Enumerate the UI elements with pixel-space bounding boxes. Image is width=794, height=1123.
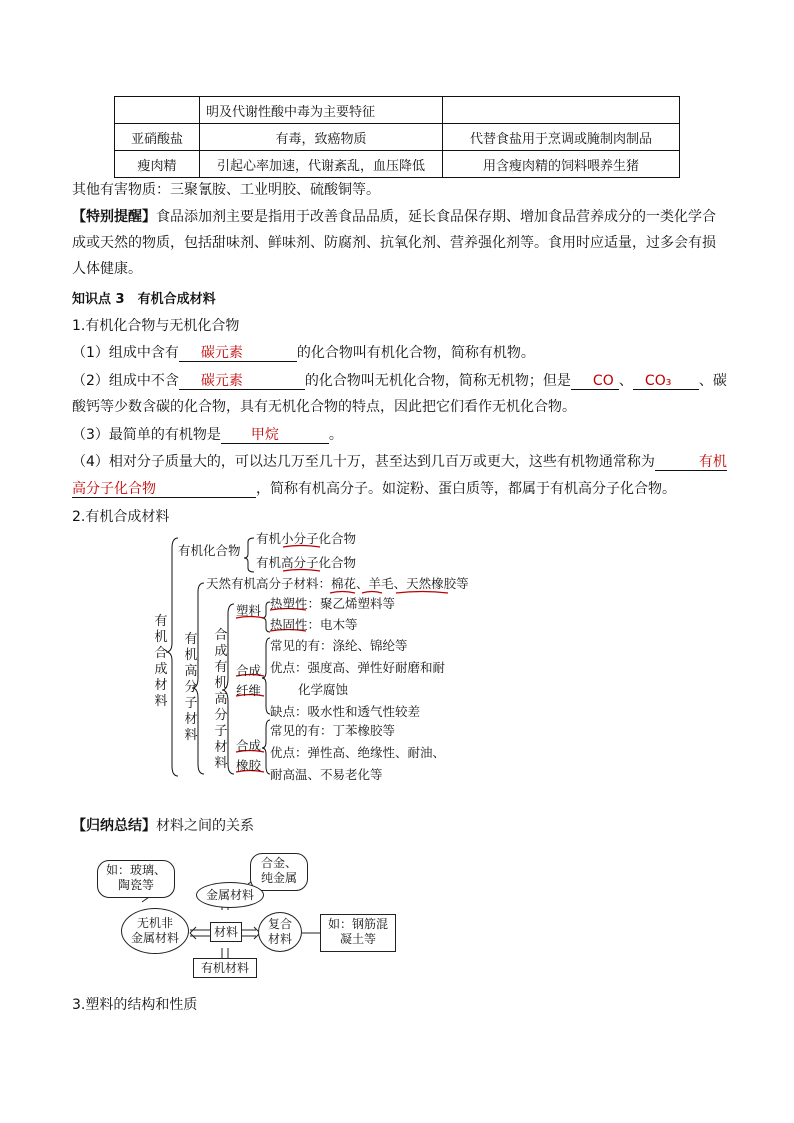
tree-thermoset	[270, 617, 358, 633]
diagram-alloy	[250, 853, 308, 891]
q1-answer: 碳元素	[179, 345, 297, 362]
reminder-tag: 【特别提醒】	[72, 209, 156, 225]
tree-thermoplastic-key: 热塑性	[270, 596, 308, 611]
tree-thermoset-key: 热固性	[270, 617, 308, 632]
harmful-substances-table	[114, 96, 680, 178]
tree-polymer-materials: 有机高分子材料	[184, 632, 198, 743]
q2-pre: （2）组成中不含	[72, 373, 179, 389]
example-glass-a: 如：玻璃、	[105, 863, 166, 877]
inorganic-b: 金属材料	[130, 931, 179, 945]
q1-post: 的化合物叫有机化合物，简称有机物。	[296, 345, 535, 361]
tree-rubber-b: 橡胶	[236, 758, 262, 773]
tree-synthetic-polymer: 合成有机高分子材料	[214, 628, 228, 771]
q3-answer: 甲烷	[221, 427, 329, 444]
diagram-composite	[258, 912, 302, 952]
diagram-example-glass	[97, 860, 175, 898]
tree-small-molecule	[256, 531, 356, 547]
example-concrete-b: 凝土等	[339, 932, 376, 946]
alloy-b: 纯金属	[260, 871, 297, 885]
diagram-material: 材料	[210, 922, 242, 942]
table-cell	[115, 97, 200, 124]
tree-big-molecule	[256, 555, 356, 571]
tree-small-b: 小分子	[281, 531, 319, 546]
q4-post: ，简称有机高分子。如淀粉、蛋白质等，都属于有机高分子化合物。	[256, 481, 676, 497]
diagram-inorganic	[121, 908, 189, 954]
section-title-3: 3.塑料的结构和性质	[72, 997, 198, 1013]
section-title-1: 1.有机化合物与无机化合物	[72, 318, 240, 334]
table-cell: 亚硝酸盐	[115, 124, 200, 151]
reminder-text: 食品添加剂主要是指用于改善食品品质，延长食品保存期、增加食品营养成分的一类化学合	[156, 209, 716, 225]
tree-fiber-b: 纤维	[236, 683, 262, 698]
table-cell: 瘦肉精	[115, 151, 200, 178]
reminder-line-2: 成或天然的物质，包括甜味剂、鲜味剂、防腐剂、抗氧化剂、营养强化剂等。食用时应适量，过多会有损	[72, 235, 716, 251]
q4-answer-b: 高分子化合物	[72, 481, 256, 498]
reminder-line-3: 人体健康。	[72, 261, 142, 277]
q2-answer-co3: CO₃	[633, 373, 699, 390]
question-1	[72, 343, 535, 363]
tree-thermoplastic	[270, 596, 395, 612]
summary-tag: 【归纳总结】	[72, 818, 156, 834]
diagram-example-concrete	[320, 914, 396, 952]
tree-fiber	[236, 661, 261, 701]
tree-plastic: 塑料	[236, 603, 262, 618]
table-row	[115, 97, 680, 124]
tree-rubber-adv1: 优点：弹性高、绝缘性、耐油、	[270, 745, 446, 760]
question-3	[72, 425, 343, 445]
example-concrete-a: 如：钢筋混	[327, 917, 388, 931]
question-4	[72, 452, 727, 472]
tree-organic-compound: 有机化合物	[178, 543, 241, 558]
summary-heading	[72, 816, 254, 836]
tree-rubber-a: 合成	[236, 738, 262, 753]
q2-post: 、碳	[698, 373, 727, 389]
tree-fiber-adv2: 化学腐蚀	[298, 682, 349, 697]
q1-pre: （1）组成中含有	[72, 345, 179, 361]
q2-answer: 碳元素	[179, 373, 305, 390]
section-title-kp3: 知识点 3 有机合成材料	[72, 292, 216, 307]
summary-text: 材料之间的关系	[156, 818, 254, 834]
tree-rubber	[236, 736, 261, 776]
table-cell: 引起心率加速，代谢紊乱，血压降低	[200, 151, 443, 178]
tree-fiber-dis: 缺点：吸水性和透气性较差	[270, 704, 421, 719]
tree-thermoplastic-val: ：聚乙烯塑料等	[307, 596, 396, 611]
q4-answer-a: 有机	[655, 454, 727, 471]
diagram-metal: 金属材料	[196, 882, 264, 908]
q2-mid: 的化合物叫无机化合物，简称无机物；但是	[304, 373, 571, 389]
tree-big-a: 有机	[256, 555, 282, 570]
composite-a: 复合	[267, 917, 292, 931]
table-cell: 有毒，致癌物质	[200, 124, 443, 151]
tree-natural-pre: 天然有机高分子材料：	[206, 576, 332, 591]
tree-natural-a: 棉花	[331, 576, 357, 591]
tree-fiber-a: 合成	[236, 663, 262, 678]
section-title-2: 2.有机合成材料	[72, 509, 170, 525]
question-2	[72, 371, 727, 391]
tree-fiber-adv1: 优点：强度高、弹性好耐磨和耐	[270, 660, 446, 675]
tree-big-b: 高分子	[281, 555, 319, 570]
q2-sep: 、	[618, 373, 633, 389]
inorganic-a: 无机非	[136, 916, 173, 930]
q2-answer-co: CO	[571, 373, 619, 390]
tree-natural-post: 等	[456, 576, 469, 591]
tree-big-c: 化合物	[318, 555, 357, 570]
composite-b: 材料	[267, 932, 292, 946]
reminder-line-1	[72, 207, 716, 227]
table-cell: 代替食盐用于烹调或腌制肉制品	[443, 124, 680, 151]
tree-fiber-common: 常见的有：涤纶、锦纶等	[270, 638, 408, 653]
tree-root: 有机合成材料	[154, 614, 168, 709]
q4-pre: （4）相对分子质量大的，可以达几万至几十万，甚至达到几百万或更大，这些有机物通常称为	[72, 454, 655, 470]
table-row	[115, 151, 680, 178]
diagram-organic: 有机材料	[193, 958, 257, 978]
tree-rubber-common: 常见的有：丁苯橡胶等	[270, 723, 396, 738]
alloy-a: 合金、	[260, 856, 297, 870]
table-cell: 用含瘦肉精的饲料喂养生猪	[443, 151, 680, 178]
tree-small-c: 化合物	[318, 531, 357, 546]
table-cell: 明及代谢性酸中毒为主要特征	[200, 97, 443, 124]
tree-natural-c: 天然橡胶	[406, 576, 457, 591]
tree-natural-b: 羊毛	[368, 576, 394, 591]
other-harmful-text: 其他有害物质：三聚氰胺、工业明胶、硫酸铜等。	[72, 182, 380, 198]
q3-pre: （3）最简单的有机物是	[72, 427, 221, 443]
example-glass-b: 陶瓷等	[117, 878, 154, 892]
table-cell	[443, 97, 680, 124]
tree-natural: 天然有机高分子材料：棉花、羊毛、天然橡胶等	[206, 576, 469, 591]
tree-small-a: 有机	[256, 531, 282, 546]
q3-post: 。	[328, 427, 343, 443]
question-2-line-2: 酸钙等少数含碳的化合物，具有无机化合物的特点，因此把它们看作无机化合物。	[72, 399, 576, 415]
question-4-line-2	[72, 479, 676, 499]
tree-thermoset-val: ：电木等	[307, 617, 358, 632]
table-row	[115, 124, 680, 151]
tree-rubber-adv2: 耐高温、不易老化等	[270, 767, 383, 782]
